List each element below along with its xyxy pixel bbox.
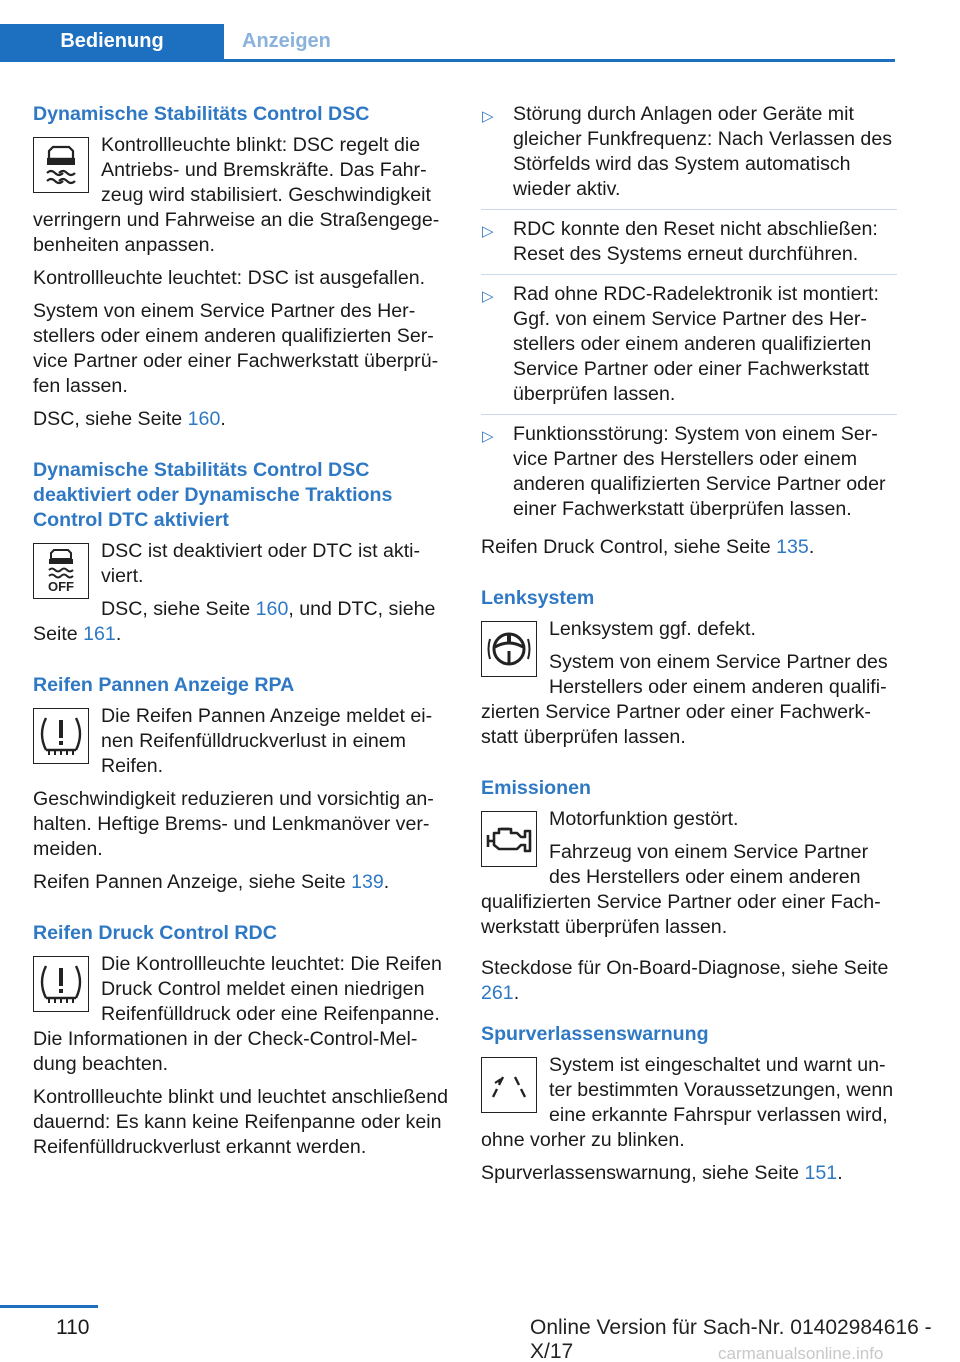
page-link-151[interactable]: 151 — [804, 1162, 838, 1184]
lane-departure-icon — [481, 1057, 537, 1113]
dtc-reference: DSC, siehe Seite 160, und DTC, siehe Seite 161. — [33, 598, 436, 645]
dsc-off-icon — [33, 543, 89, 599]
emis-reference: Steckdose für On-Board-Diagnose, siehe Seite 261. — [481, 957, 889, 1004]
svg-text:OFF: OFF — [48, 579, 74, 593]
engine-icon — [481, 811, 537, 867]
heading-rdc: Reifen Druck Control RDC — [33, 922, 277, 944]
rdc-text-1: Die Kontrollleuchte leuchtet: Die Reifen Druck Control meldet einen niedrigen Reifenfülldruck oder eine Reifenpanne. Die Informationen in der Check-Control-Meldung beachten. — [33, 953, 442, 1075]
page-link-161[interactable]: 161 — [83, 623, 116, 645]
triangle-bullet-icon: ▷ — [482, 108, 494, 125]
steering-wheel-icon — [481, 621, 537, 677]
page-number: 110 — [56, 1316, 90, 1339]
footer-rule — [0, 1305, 98, 1308]
dsc-reference: DSC, siehe Seite 160. — [33, 408, 226, 430]
chapter-tabs — [0, 24, 895, 62]
section-emissionen — [481, 776, 897, 1006]
lenk-text-2: System von einem Service Partner des Herstellers oder einem anderen qualifizierten Service Partner oder einer Fachwerkstatt überprüfen lassen. — [481, 651, 888, 748]
rpa-text-2: Geschwindigkeit reduzieren und vorsichtig anhalten. Heftige Brems- und Lenkmanöver vermeiden. — [33, 788, 434, 860]
online-version-note: Online Version für Sach-Nr. 01402984616 - X/17 — [530, 1316, 932, 1362]
list-item: ▷ RDC konnte den Reset nicht abschließen: Reset des Systems erneut durchführen. — [481, 217, 897, 275]
rdc-bullet-list — [481, 102, 897, 529]
triangle-bullet-icon: ▷ — [482, 288, 494, 305]
rdc-reference: Reifen Druck Control, siehe Seite 135. — [481, 536, 815, 558]
left-column — [33, 102, 449, 1168]
right-column — [481, 102, 897, 1194]
rdc-text-2: Kontrollleuchte blinkt und leuchtet anschließend dauernd: Es kann keine Reifenpanne oder kein Reifenfülldruckverlust erkannt werden. — [33, 1086, 448, 1158]
emis-text-1: Motorfunktion gestört. — [549, 808, 739, 830]
section-spurverlassen — [481, 1022, 897, 1186]
dtc-text-1: DSC ist deaktiviert oder DTC ist aktiviert. — [101, 540, 421, 587]
heading-rpa: Reifen Pannen Anzeige RPA — [33, 674, 295, 696]
spur-reference: Spurverlassenswarnung, siehe Seite 151. — [481, 1162, 843, 1184]
heading-dsc: Dynamische Stabilitäts Control DSC — [33, 103, 370, 125]
heading-dtc: Dynamische Stabilitäts Control DSC deaktiviert oder Dynamische Traktions Control DTC aktiviert — [33, 459, 393, 531]
list-item: ▷ Funktionsstörung: System von einem Service Partner des Herstellers oder einem anderen qualifizierten Service Partner oder einer Fachwerkstatt überprüfen lassen. — [482, 423, 886, 520]
tire-pressure-icon — [33, 708, 89, 764]
dsc-text-1: Kontrollleuchte blinkt: DSC regelt die Antriebs- und Bremskräfte. Das Fahrzeug wird stabilisiert. Geschwindigkeit verringern und Fahrweise an die Straßengegebenheiten anpassen. — [33, 134, 440, 256]
emis-text-2: Fahrzeug von einem Service Partner des Herstellers oder einem anderen qualifizierten Service Partner oder einer Fachwerkstatt überprüfen lassen. — [481, 841, 881, 938]
tire-pressure-icon — [33, 956, 89, 1012]
section-dsc — [33, 102, 449, 432]
section-rpa — [33, 673, 449, 895]
watermark: carmanualsonline.info — [718, 1344, 884, 1362]
page-link-139[interactable]: 139 — [351, 871, 384, 893]
tab-anzeigen[interactable]: Anzeigen — [242, 30, 331, 52]
list-item: ▷ Störung durch Anlagen oder Geräte mit gleicher Funkfrequenz: Nach Verlassen des Störfelds wird das System automatisch wieder aktiv. — [481, 102, 897, 210]
section-rdc — [33, 921, 449, 1160]
list-item: ▷ Rad ohne RDC-Radelektronik ist montiert: Ggf. von einem Service Partner des Herstellers oder einem anderen qualifizierten Service Partner oder einer Fachwerkstatt überprüfen lassen. — [481, 282, 897, 415]
dsc-text-3: System von einem Service Partner des Herstellers oder einem anderen qualifizierten Service Partner oder einer Fachwerkstatt überprüfen lassen. — [33, 300, 439, 397]
rpa-reference: Reifen Pannen Anzeige, siehe Seite 139. — [33, 871, 390, 893]
page-link-160[interactable]: 160 — [187, 408, 221, 430]
triangle-bullet-icon: ▷ — [482, 223, 494, 240]
lenk-text-1: Lenksystem ggf. defekt. — [549, 618, 756, 640]
tab-bedienung[interactable]: Bedienung — [0, 24, 224, 59]
page-link-135[interactable]: 135 — [776, 536, 809, 558]
heading-emissionen: Emissionen — [481, 777, 591, 799]
section-lenksystem — [481, 586, 897, 750]
dsc-warning-icon — [33, 137, 89, 193]
page-link-160[interactable]: 160 — [255, 598, 289, 620]
spur-text-1: System ist eingeschaltet und warnt unter bestimmten Voraussetzungen, wenn eine erkannte Fahrspur verlassen wird, ohne vorher zu blinken. — [481, 1054, 894, 1151]
rpa-text-1: Die Reifen Pannen Anzeige meldet einen Reifenfülldruckverlust in einem Reifen. — [101, 705, 433, 777]
triangle-bullet-icon: ▷ — [482, 428, 494, 445]
section-dtc — [33, 458, 449, 647]
heading-lenksystem: Lenksystem — [481, 587, 595, 609]
dsc-text-2: Kontrollleuchte leuchtet: DSC ist ausgefallen. — [33, 267, 426, 289]
page-link-261[interactable]: 261 — [481, 982, 514, 1004]
heading-spurverlassen: Spurverlassenswarnung — [481, 1023, 709, 1045]
